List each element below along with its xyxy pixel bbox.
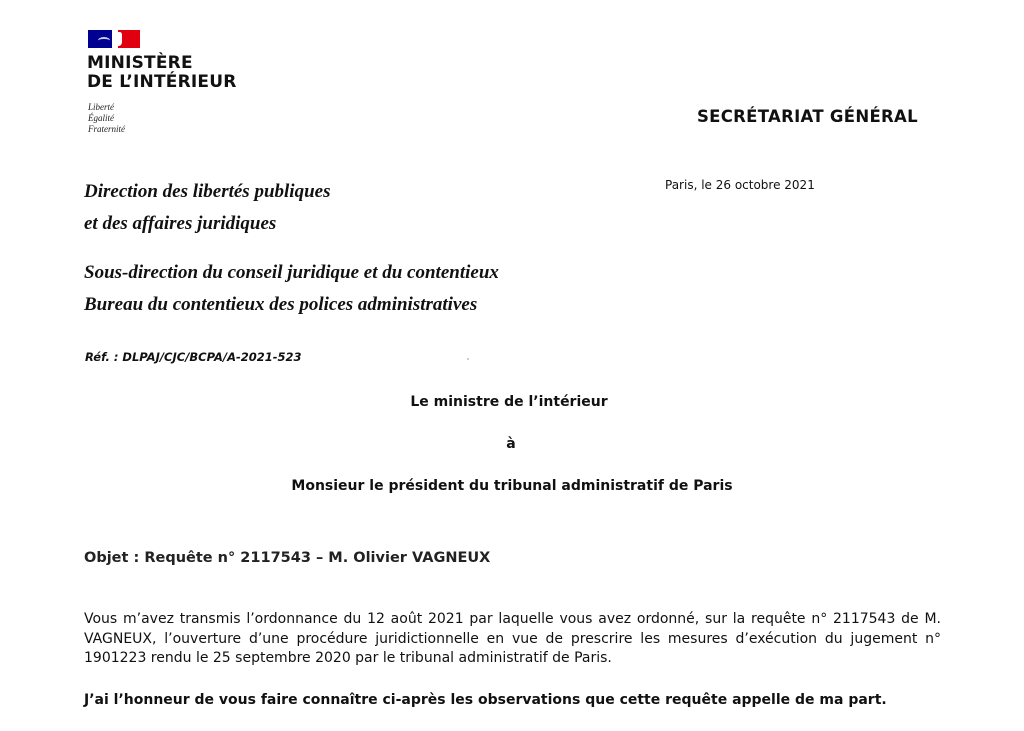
ministry-line-2: DE L’INTÉRIEUR xyxy=(87,72,237,92)
ministry-line-1: MINISTÈRE xyxy=(87,53,193,73)
direction-line-2: et des affaires juridiques xyxy=(84,213,277,234)
marianne-hair-icon xyxy=(98,37,110,44)
direction-block xyxy=(84,176,330,240)
subdirection-name: Sous-direction du conseil juridique et du contentieux xyxy=(84,262,499,283)
letter-date: Paris, le 26 octobre 2021 xyxy=(665,178,815,192)
body-paragraph: Vous m’avez transmis l’ordonnance du 12 août 2021 par laquelle vous avez ordonné, sur la requête n° 2117543 de M. VAGNEUX, l’ouverture d’une procédure juridictionnelle en vue de prescrire les mesures d’exécution du jugement n° 1901223 rendu le 25 septembre 2020 par le tribunal administratif de Paris. xyxy=(84,611,941,666)
motto-liberte: Liberté xyxy=(88,102,114,112)
secretariat-heading: SECRÉTARIAT GÉNÉRAL xyxy=(697,107,918,126)
bureau-name: Bureau du contentieux des polices administratives xyxy=(84,294,478,315)
recipient-line: Monsieur le président du tribunal administratif de Paris xyxy=(291,478,733,494)
scan-artifact xyxy=(467,358,469,360)
flag-red-band xyxy=(118,30,140,48)
subject-line: Objet : Requête n° 2117543 – M. Olivier VAGNEUX xyxy=(84,550,491,566)
sender-line: Le ministre de l’intérieur xyxy=(410,394,608,410)
ministry-name xyxy=(87,54,237,92)
direction-line-1: Direction des libertés publiques xyxy=(84,181,331,202)
reference-number: Réf. : DLPAJ/CJC/BCPA/A-2021-523 xyxy=(85,350,302,364)
subdirection-block xyxy=(84,257,499,321)
marianne-profile-icon xyxy=(112,32,122,46)
closing-sentence: J’ai l’honneur de vous faire connaître ci-après les observations que cette requête appelle de ma part. xyxy=(84,692,887,708)
to-line: à xyxy=(506,436,516,452)
republic-motto xyxy=(88,102,125,135)
marianne-flag-icon xyxy=(88,30,140,48)
motto-fraternite: Fraternité xyxy=(88,124,125,134)
flag-blue-band xyxy=(88,30,112,48)
motto-egalite: Égalité xyxy=(88,113,114,123)
